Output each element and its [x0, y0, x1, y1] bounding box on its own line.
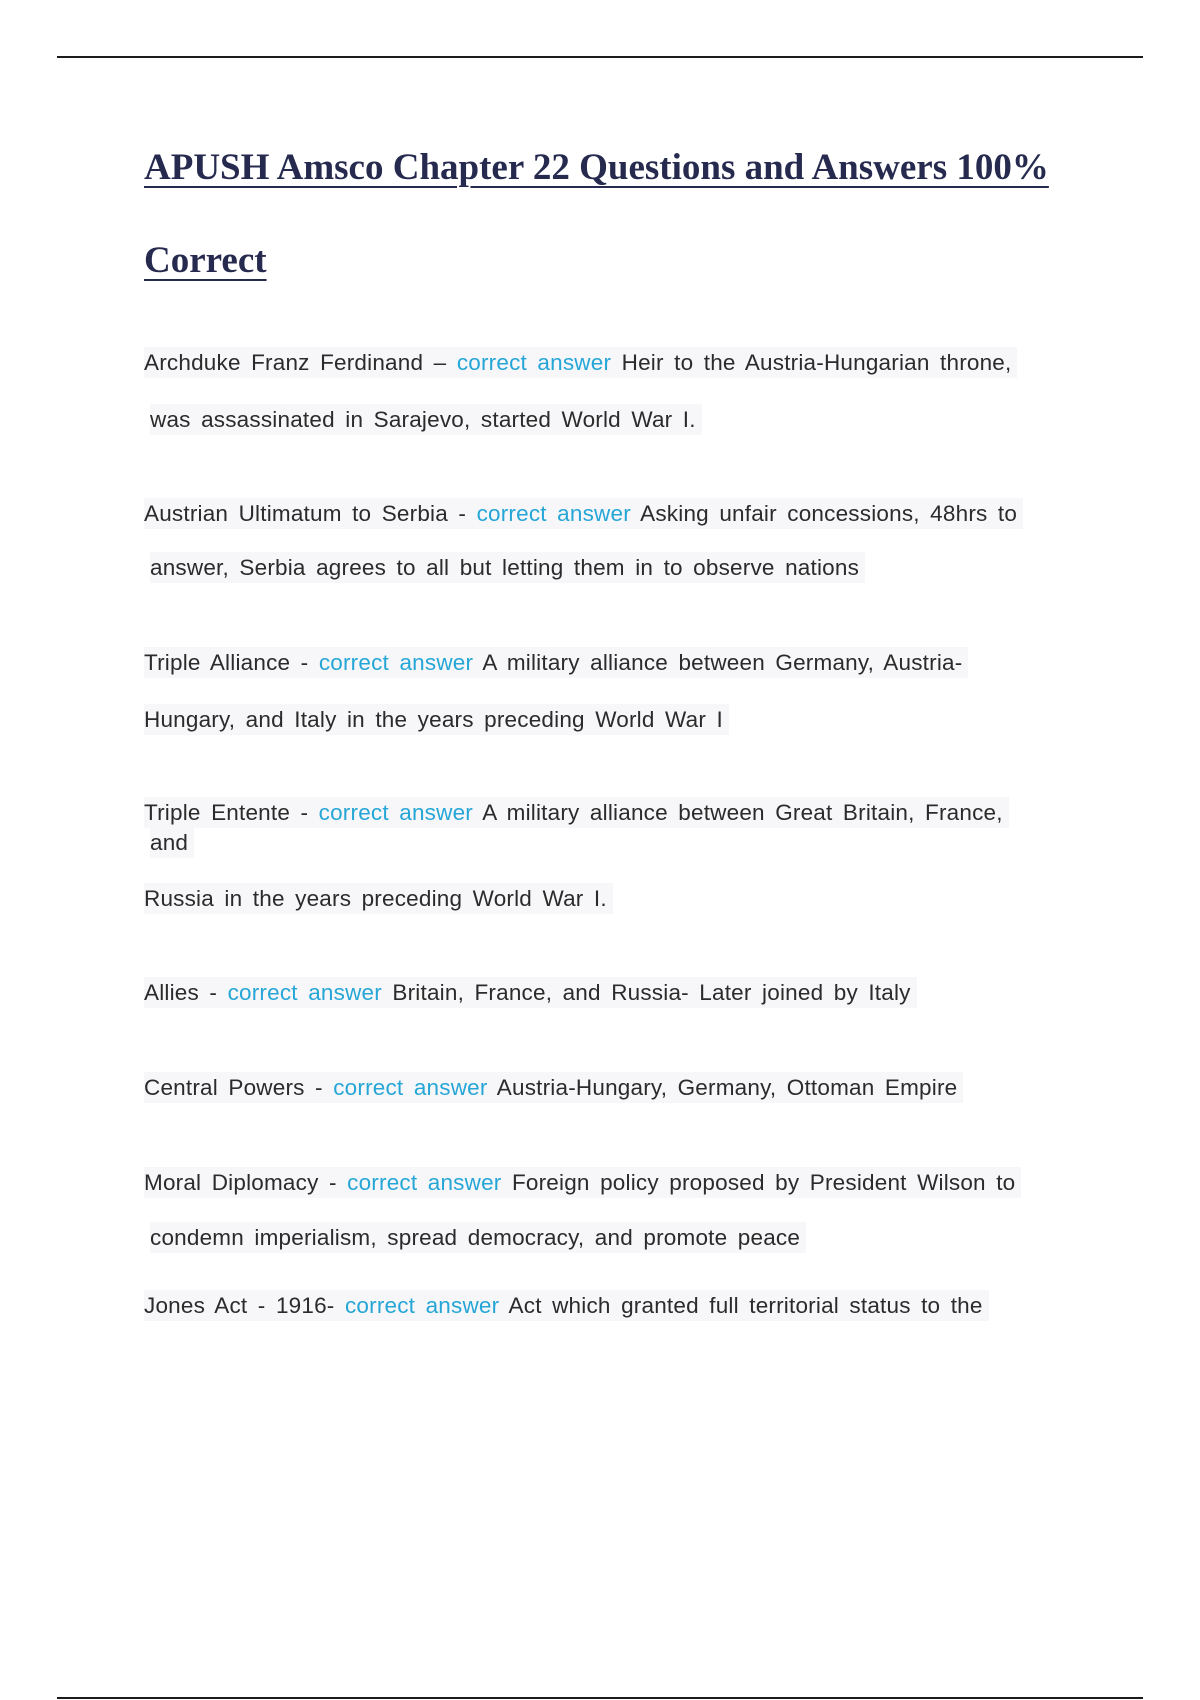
answer-text: Britain, France, and Russia- Later joined by Italy	[392, 980, 911, 1005]
answer-text-cont: was assassinated in Sarajevo, started World War I.	[150, 404, 702, 435]
answer-label: correct answer	[456, 350, 612, 375]
answer-label: correct answer	[344, 1293, 500, 1318]
document-title	[144, 140, 1084, 326]
qa-entry-triple-alliance	[144, 649, 1074, 734]
term: Jones Act - 1916-	[144, 1293, 335, 1318]
answer-text: A military alliance between Germany, Austria-	[482, 650, 963, 675]
term: Archduke Franz Ferdinand –	[144, 350, 447, 375]
qa-entry-central-powers	[144, 1074, 1074, 1102]
term: Triple Alliance -	[144, 650, 309, 675]
title-line-2: Correct	[144, 240, 267, 281]
term: Austrian Ultimatum to Serbia -	[144, 501, 467, 526]
answer-text-cont-2: Russia in the years preceding World War I.	[144, 883, 613, 914]
answer-text-cont: condemn imperialism, spread democracy, and promote peace	[150, 1222, 806, 1253]
answer-text: A military alliance between Great Britain, France,	[482, 800, 1003, 825]
answer-text: Heir to the Austria-Hungarian throne,	[621, 350, 1012, 375]
answer-text: Austria-Hungary, Germany, Ottoman Empire	[496, 1075, 958, 1100]
top-rule	[57, 56, 1143, 58]
term: Central Powers -	[144, 1075, 323, 1100]
term: Allies -	[144, 980, 218, 1005]
answer-label: correct answer	[476, 501, 631, 526]
answer-label: correct answer	[318, 650, 474, 675]
qa-entry-triple-entente	[144, 799, 1074, 913]
qa-entry-archduke	[144, 349, 1074, 434]
answer-label: correct answer	[227, 980, 382, 1005]
answer-text-cont: Hungary, and Italy in the years preceding World War I	[144, 704, 729, 735]
term: Moral Diplomacy -	[144, 1170, 337, 1195]
bottom-rule	[57, 1697, 1143, 1699]
answer-label: correct answer	[318, 800, 473, 825]
answer-text-cont: answer, Serbia agrees to all but letting them in to observe nations	[150, 552, 865, 583]
answer-label: correct answer	[333, 1075, 488, 1100]
answer-label: correct answer	[347, 1170, 502, 1195]
answer-text: Asking unfair concessions, 48hrs to	[640, 501, 1018, 526]
qa-entry-moral-diplomacy	[144, 1169, 1074, 1252]
answer-text: Act which granted full territorial status to the	[508, 1293, 983, 1318]
qa-entry-austrian-ultimatum	[144, 500, 1074, 582]
qa-entry-allies	[144, 979, 1074, 1007]
answer-text-cont: and	[150, 827, 194, 858]
answer-text: Foreign policy proposed by President Wilson to	[511, 1170, 1016, 1195]
title-line-1: APUSH Amsco Chapter 22 Questions and Answers 100%	[144, 147, 1049, 188]
term: Triple Entente -	[144, 800, 309, 825]
qa-entry-jones-act	[144, 1292, 1074, 1320]
